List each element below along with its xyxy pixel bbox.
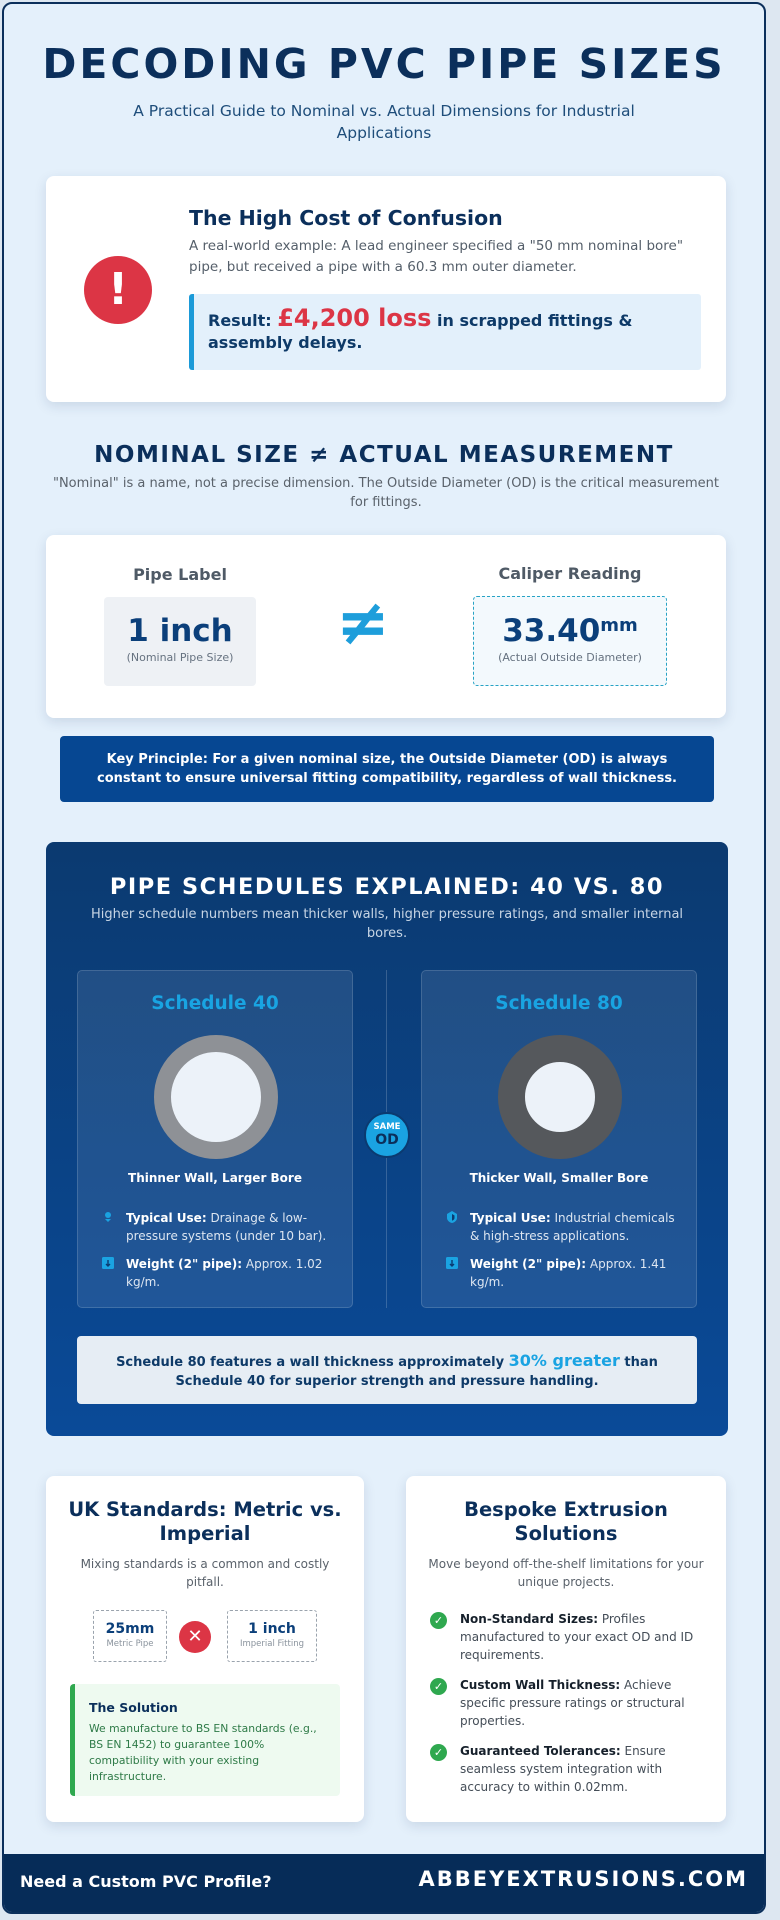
caliper-reading-box bbox=[473, 596, 667, 686]
cost-of-confusion-card bbox=[46, 176, 726, 402]
location-pin-icon bbox=[102, 1211, 114, 1223]
pipe-label-caption: (Nominal Pipe Size) bbox=[126, 651, 234, 664]
bespoke-subtitle: Move beyond off-the-shelf limitations for your unique projects. bbox=[428, 1557, 704, 1589]
solution-title: The Solution bbox=[89, 1700, 178, 1715]
caliper-unit: mm bbox=[600, 615, 638, 636]
schedule-80-pipe-cross-section bbox=[498, 1035, 622, 1159]
schedules-title: PIPE SCHEDULES EXPLAINED: 40 VS. 80 bbox=[109, 874, 665, 900]
cost-card-title: The High Cost of Confusion bbox=[189, 206, 503, 230]
bespoke-title: Bespoke Extrusion Solutions bbox=[464, 1498, 668, 1545]
footer-brand-link[interactable]: ABBEYEXTRUSIONS.COM bbox=[418, 1867, 748, 1891]
caliper-heading: Caliper Reading bbox=[498, 564, 642, 583]
infographic-frame bbox=[2, 2, 766, 1914]
hero-header bbox=[4, 40, 764, 144]
schedule-80-name: Schedule 80 bbox=[495, 993, 623, 1014]
same-od-badge: SAME OD bbox=[364, 1112, 410, 1158]
result-callout bbox=[189, 294, 701, 370]
incompatible-x-icon: ✕ bbox=[179, 1621, 211, 1653]
result-loss-amount: £4,200 loss bbox=[277, 304, 432, 332]
uk-standards-title: UK Standards: Metric vs. Imperial bbox=[68, 1498, 342, 1545]
solution-callout bbox=[70, 1684, 340, 1796]
pipe-label-value: 1 inch bbox=[127, 613, 233, 649]
not-equal-icon: ≠ bbox=[336, 586, 390, 660]
uk-standards-subtitle: Mixing standards is a common and costly pitfall. bbox=[80, 1557, 330, 1589]
pipe-label-heading: Pipe Label bbox=[133, 565, 227, 584]
result-suffix: in scrapped fittings & assembly delays. bbox=[208, 311, 633, 352]
page-subtitle: A Practical Guide to Nominal vs. Actual Dimensions for Industrial Applications bbox=[133, 102, 635, 142]
nominal-vs-actual-card bbox=[46, 535, 726, 718]
schedule-80-card: Schedule 80 Thicker Wall, Smaller Bore Typical Use: Industrial chemicals & high-stress applications. Weight (2" pipe): Approx. 1.41 kg/m. bbox=[421, 970, 697, 1308]
schedule-40-pipe-cross-section bbox=[154, 1035, 278, 1159]
schedule-comparison-note: Schedule 80 features a wall thickness approximately 30% greater than Schedule 40 for superior strength and pressure handling. bbox=[77, 1336, 697, 1404]
check-icon: ✓ bbox=[430, 1612, 447, 1629]
solution-text: We manufacture to BS EN standards (e.g., BS EN 1452) to guarantee 100% compatibility with your existing infrastructure. bbox=[89, 1722, 317, 1783]
caliper-caption: (Actual Outside Diameter) bbox=[498, 651, 642, 664]
weight-icon bbox=[446, 1257, 458, 1269]
bespoke-extrusion-card: Bespoke Extrusion Solutions Move beyond off-the-shelf limitations for your unique projects. ✓ Non-Standard Sizes: Profiles manufactured to your exact OD and ID requirements. ✓ Custom Wall Thickness: Achieve specific pressure ratings or structural properties. ✓ Guaranteed Tolerances: Ensure seamless system integration with accuracy to within 0.02mm. bbox=[406, 1476, 726, 1822]
imperial-fitting-chip: 1 inch Imperial Fitting bbox=[227, 1610, 317, 1662]
nominal-section-subtitle: "Nominal" is a name, not a precise dimension. The Outside Diameter (OD) is the critical measurement for fittings. bbox=[52, 476, 720, 510]
page-title: DECODING PVC PIPE SIZES bbox=[42, 40, 726, 88]
metric-pipe-chip: 25mm Metric Pipe bbox=[93, 1610, 167, 1662]
key-principle-banner: Key Principle: For a given nominal size, the Outside Diameter (OD) is always constant to ensure universal fitting compatibility, regardless of wall thickness. bbox=[60, 736, 714, 802]
schedule-40-name: Schedule 40 bbox=[151, 993, 279, 1014]
shield-icon bbox=[446, 1211, 458, 1223]
weight-icon bbox=[102, 1257, 114, 1269]
footer-bar bbox=[4, 1854, 764, 1912]
wall-thickness-highlight: 30% greater bbox=[508, 1351, 620, 1370]
uk-standards-card bbox=[46, 1476, 364, 1822]
schedule-40-card: Schedule 40 Thinner Wall, Larger Bore Typical Use: Drainage & low-pressure systems (under 10 bar). Weight (2" pipe): Approx. 1.02 kg/m. bbox=[77, 970, 353, 1308]
nominal-section-title: NOMINAL SIZE ≠ ACTUAL MEASUREMENT bbox=[94, 442, 674, 468]
check-icon: ✓ bbox=[430, 1744, 447, 1761]
schedules-subtitle: Higher schedule numbers mean thicker walls, higher pressure ratings, and smaller internal bores. bbox=[90, 907, 684, 941]
exclamation-icon: ! bbox=[84, 256, 152, 324]
schedule-40-wall: Thinner Wall, Larger Bore bbox=[128, 1171, 302, 1185]
schedule-80-wall: Thicker Wall, Smaller Bore bbox=[469, 1171, 649, 1185]
pipe-label-box bbox=[104, 597, 256, 686]
check-icon: ✓ bbox=[430, 1678, 447, 1695]
cost-card-description: A real-world example: A lead engineer specified a "50 mm nominal bore" pipe, but received a pipe with a 60.3 mm outer diameter. bbox=[189, 238, 684, 275]
result-prefix: Result: bbox=[208, 311, 278, 330]
footer-cta[interactable]: Need a Custom PVC Profile? bbox=[20, 1872, 272, 1891]
pipe-schedules-section bbox=[46, 842, 728, 1436]
caliper-value: 33.40 bbox=[502, 613, 601, 649]
